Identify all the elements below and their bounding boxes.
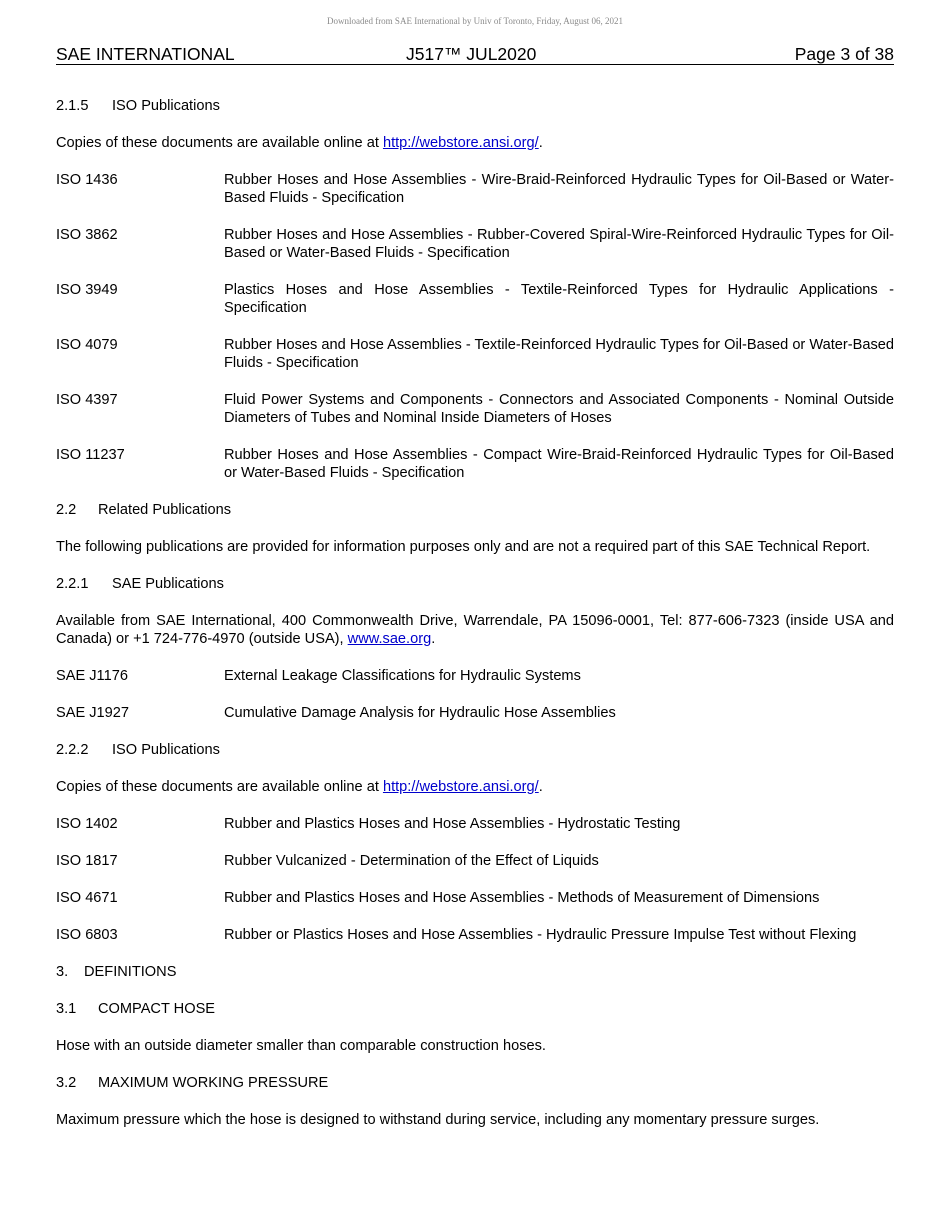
intro-suffix: . (538, 135, 543, 151)
section-intro-2-1-5 (56, 134, 894, 152)
reference-title: Rubber Hoses and Hose Assemblies - Wire-Braid-Reinforced Hydraulic Types for Oil-Based or Water-Based Fluids - Specification (224, 172, 894, 206)
reference-title: Rubber and Plastics Hoses and Hose Assemblies - Methods of Measurement of Dimensions (224, 890, 820, 906)
reference-code: ISO 1402 (56, 816, 118, 832)
section-title: DEFINITIONS (84, 964, 177, 980)
section-number: 2.2 (56, 502, 77, 518)
section-heading-3-1 (56, 1000, 894, 1018)
section-title: ISO Publications (112, 98, 220, 114)
intro-suffix: . (431, 631, 436, 647)
reference-title: Plastics Hoses and Hose Assemblies - Textile-Reinforced Types for Hydraulic Applications - Specification (224, 282, 894, 316)
reference-code: SAE J1176 (56, 668, 128, 684)
reference-code: ISO 3949 (56, 282, 118, 298)
section-intro-2-2-1 (56, 612, 894, 648)
reference-item (56, 171, 894, 207)
reference-title: Fluid Power Systems and Components - Connectors and Associated Components - Nominal Outside Diameters of Tubes and Nominal Inside Diameters of Hoses (224, 392, 894, 426)
ansi-webstore-link[interactable]: http://webstore.ansi.org/ (382, 779, 539, 795)
section-heading-2-2-1 (56, 575, 894, 593)
section-heading-2-2-2 (56, 741, 894, 759)
section-heading-3-2 (56, 1074, 894, 1092)
reference-item (56, 281, 894, 317)
section-title: Related Publications (98, 502, 232, 518)
reference-item (56, 852, 894, 870)
reference-code: ISO 4671 (56, 890, 118, 906)
reference-item (56, 926, 894, 944)
reference-code: SAE J1927 (56, 705, 130, 721)
reference-title: Rubber Hoses and Hose Assemblies - Textile-Reinforced Hydraulic Types for Oil-Based or Water-Based Fluids - Specification (224, 337, 894, 371)
reference-item (56, 889, 894, 907)
reference-title: Rubber or Plastics Hoses and Hose Assemblies - Hydraulic Pressure Impulse Test without Flexing (224, 927, 857, 943)
reference-code: ISO 1817 (56, 853, 118, 869)
reference-title: Cumulative Damage Analysis for Hydraulic Hose Assemblies (224, 705, 616, 721)
reference-code: ISO 4079 (56, 337, 118, 353)
download-watermark-note: Downloaded from SAE International by Univ of Toronto, Friday, August 06, 2021 (326, 16, 624, 26)
section-number: 3.1 (56, 1001, 77, 1017)
reference-code: ISO 4397 (56, 392, 118, 408)
reference-item (56, 815, 894, 833)
intro-suffix: . (538, 779, 543, 795)
section-text-2-2: The following publications are provided for information purposes only and are not a required part of this SAE Technical Report. (56, 539, 871, 555)
section-title: SAE Publications (112, 576, 224, 592)
reference-code: ISO 1436 (56, 172, 118, 188)
section-title: COMPACT HOSE (98, 1001, 216, 1017)
header-document-id: J517™ JUL2020 (406, 44, 537, 64)
section-heading-2-2 (56, 501, 894, 519)
reference-item (56, 667, 894, 685)
ansi-webstore-link[interactable]: http://webstore.ansi.org/ (382, 135, 539, 151)
section-number: 2.1.5 (56, 98, 89, 114)
section-text-3-2: Maximum pressure which the hose is designed to withstand during service, including any momentary pressure surges. (56, 1112, 820, 1128)
section-number: 3.2 (56, 1075, 77, 1091)
reference-code: ISO 6803 (56, 927, 118, 943)
reference-item (56, 446, 894, 482)
reference-title: Rubber Vulcanized - Determination of the Effect of Liquids (224, 853, 599, 869)
reference-item (56, 704, 894, 722)
reference-code: ISO 11237 (56, 447, 125, 463)
reference-title: Rubber Hoses and Hose Assemblies - Compact Wire-Braid-Reinforced Hydraulic Types for Oil-Based or Water-Based Fluids - Specification (224, 447, 894, 481)
section-title: MAXIMUM WORKING PRESSURE (98, 1075, 329, 1091)
sae-website-link[interactable]: www.sae.org (347, 631, 432, 647)
reference-item (56, 391, 894, 427)
section-intro-2-2-2 (56, 778, 894, 796)
reference-item (56, 336, 894, 372)
section-heading-2-1-5 (56, 97, 894, 115)
reference-title: Rubber and Plastics Hoses and Hose Assemblies - Hydrostatic Testing (224, 816, 681, 832)
section-text-3-1: Hose with an outside diameter smaller than comparable construction hoses. (56, 1038, 546, 1054)
header-page-number: Page 3 of 38 (794, 44, 894, 64)
section-number: 2.2.1 (56, 576, 89, 592)
intro-text: Copies of these documents are available online at (56, 135, 383, 151)
section-number: 2.2.2 (56, 742, 89, 758)
intro-text: Copies of these documents are available online at (56, 779, 383, 795)
reference-title: Rubber Hoses and Hose Assemblies - Rubber-Covered Spiral-Wire-Reinforced Hydraulic Types for Oil-Based or Water-Based Fluids - Specification (224, 227, 894, 261)
section-number: 3. (56, 964, 69, 980)
intro-text: Available from SAE International, 400 Commonwealth Drive, Warrendale, PA 15096-0001, Tel: 877-606-7323 (inside USA and Canada) or +1 724-776-4970 (outside USA), (56, 613, 894, 647)
section-title: ISO Publications (112, 742, 220, 758)
page-header (56, 44, 894, 65)
reference-code: ISO 3862 (56, 227, 118, 243)
reference-title: External Leakage Classifications for Hydraulic Systems (224, 668, 581, 684)
reference-item (56, 226, 894, 262)
section-heading-3 (56, 963, 894, 981)
page-body (56, 97, 894, 1129)
header-organization: SAE INTERNATIONAL (56, 44, 235, 64)
